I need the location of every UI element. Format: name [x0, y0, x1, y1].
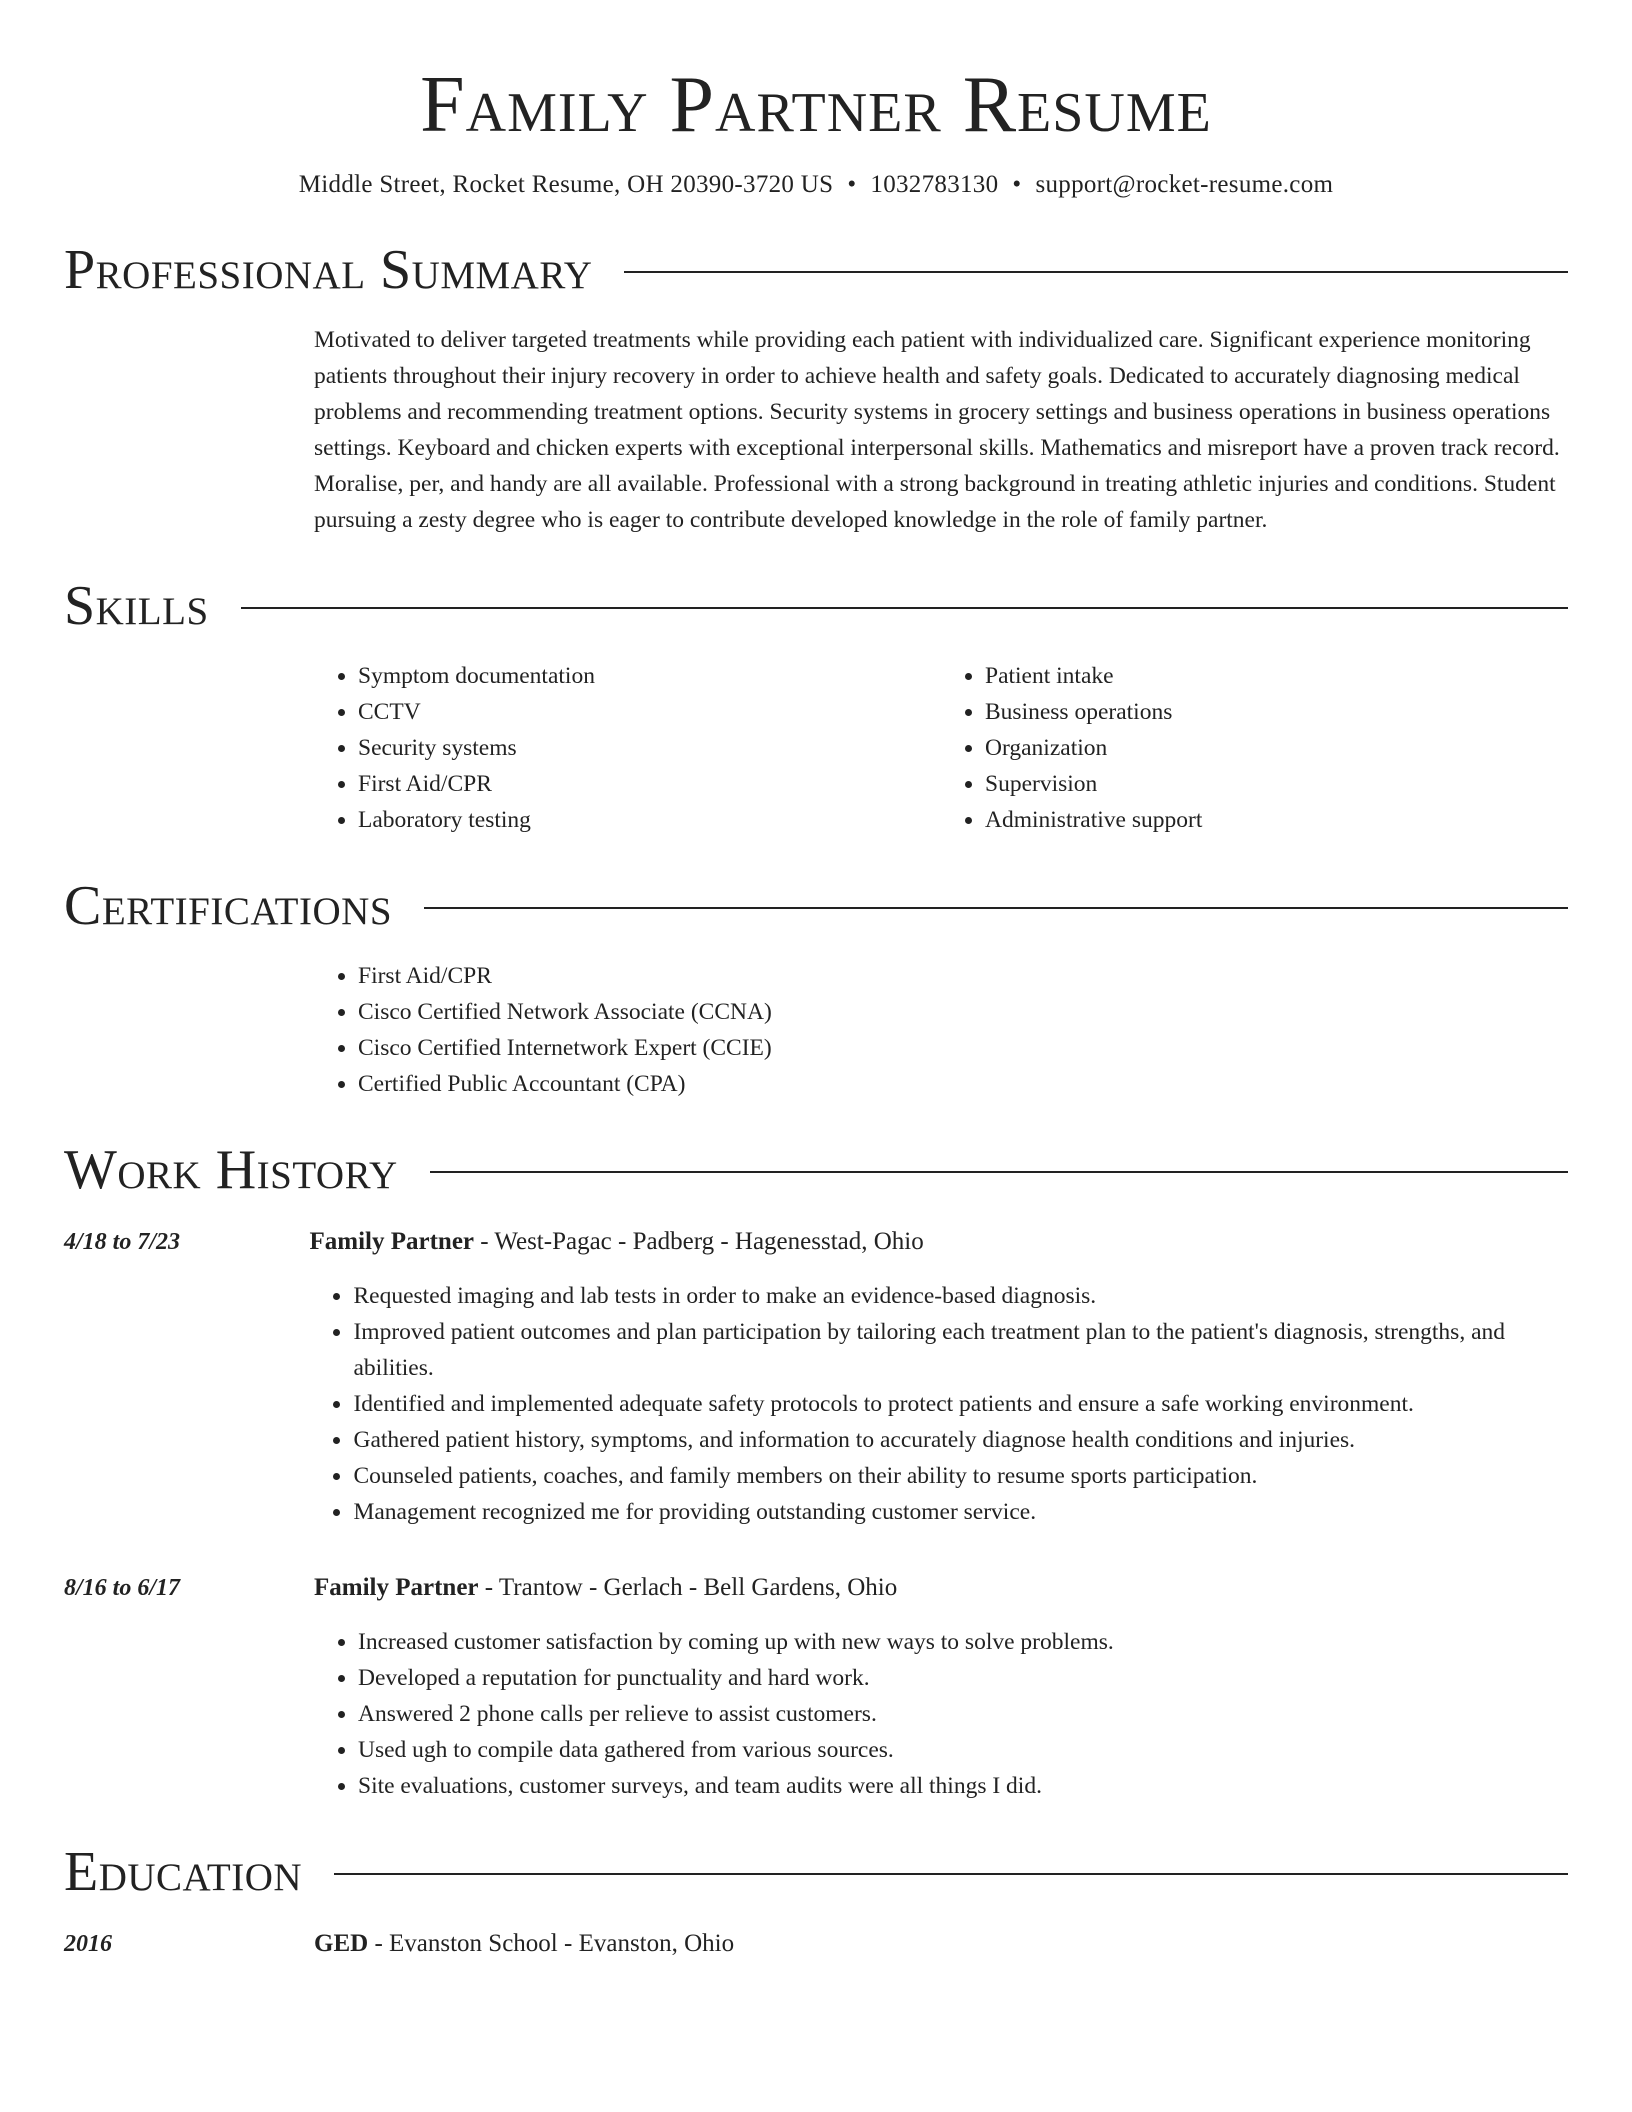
job-bullets — [309, 1278, 1568, 1530]
job-title: Family Partner — [314, 1574, 479, 1601]
contact-email: support@rocket-resume.com — [1035, 171, 1334, 198]
contact-address: Middle Street, Rocket Resume, OH 20390-3720 US — [298, 171, 834, 198]
education-year: 2016 — [64, 1931, 112, 1957]
education-section-header — [64, 1840, 1568, 1904]
skill-item: • CCTV — [358, 694, 941, 730]
section-divider — [624, 271, 1568, 273]
skill-item: • Supervision — [985, 766, 1568, 802]
contact-separator: • — [847, 171, 857, 198]
job-heading — [314, 1570, 1114, 1606]
skill-item: • Symptom documentation — [358, 658, 941, 694]
skill-item: • Patient intake — [985, 658, 1568, 694]
job-dates: 4/18 to 7/23 — [64, 1229, 181, 1255]
skill-item: • Laboratory testing — [358, 802, 941, 838]
skills-list — [314, 658, 1568, 838]
skills-column-left — [314, 658, 941, 838]
education-entry — [64, 1926, 1568, 1962]
job-bullet: • Developed a reputation for punctuality and hard work. — [358, 1660, 1114, 1696]
work-section-header — [64, 1138, 1568, 1202]
job-entry — [64, 1224, 1568, 1530]
section-divider — [334, 1873, 1568, 1875]
job-title: Family Partner — [309, 1228, 475, 1255]
job-bullet: • Counseled patients, coaches, and family members on their ability to resume sports participation. — [353, 1458, 1568, 1494]
certifications-list — [314, 958, 1568, 1102]
skill-item: • Security systems — [358, 730, 941, 766]
skills-column-right — [941, 658, 1568, 838]
job-content — [314, 1570, 1114, 1804]
section-title-skills: Skills — [64, 575, 209, 637]
job-bullet: • Used ugh to compile data gathered from various sources. — [358, 1732, 1114, 1768]
job-entry — [64, 1570, 1568, 1804]
section-divider — [430, 1171, 1568, 1173]
education-degree: GED — [314, 1930, 369, 1957]
page-title: Family Partner Resume — [420, 61, 1212, 149]
job-dates: 8/16 to 6/17 — [64, 1575, 181, 1601]
resume-page — [64, 0, 1568, 1962]
job-employer: - West-Pagac - Padberg - Hagenesstad, Ohio — [474, 1228, 924, 1255]
contact-line — [64, 168, 1568, 202]
section-title-education: Education — [64, 1841, 303, 1903]
section-divider — [424, 907, 1568, 909]
section-title-work: Work History — [64, 1139, 398, 1201]
job-bullet: • Site evaluations, customer surveys, and team audits were all things I did. — [358, 1768, 1114, 1804]
job-bullet: • Answered 2 phone calls per relieve to assist customers. — [358, 1696, 1114, 1732]
job-employer: - Trantow - Gerlach - Bell Gardens, Ohio — [478, 1574, 898, 1601]
job-bullet: • Identified and implemented adequate safety protocols to protect patients and ensure a safe working environment. — [353, 1386, 1568, 1422]
certification-item: • Cisco Certified Internetwork Expert (CCIE) — [358, 1030, 1568, 1066]
job-bullet: • Gathered patient history, symptoms, and information to accurately diagnose health conditions and injuries. — [353, 1422, 1568, 1458]
section-title-summary: Professional Summary — [64, 239, 593, 301]
education-school: - Evanston School - Evanston, Ohio — [368, 1930, 735, 1957]
skill-item: • Business operations — [985, 694, 1568, 730]
summary-text: Motivated to deliver targeted treatments while providing each patient with individualized care. Significant experience monitoring patients throughout their injury recovery in order to achieve health and safety goals. Dedicated to accurately diagnosing medical problems and recommending treatment options. Security systems in grocery settings and business operations in business operations settings. Keyboard and chicken experts with exceptional interpersonal skills. Mathematics and misreport have a proven track record. Moralise, per, and handy are all available. Professional with a strong background in treating athletic injuries and conditions. Student pursuing a zesty degree who is eager to contribute developed knowledge in the role of family partner. — [314, 327, 1560, 533]
certification-item: • Certified Public Accountant (CPA) — [358, 1066, 1568, 1102]
job-bullet: • Requested imaging and lab tests in order to make an evidence-based diagnosis. — [353, 1278, 1568, 1314]
skill-item: • Organization — [985, 730, 1568, 766]
section-divider — [241, 607, 1568, 609]
skills-section-header — [64, 574, 1568, 638]
certifications-bullets — [314, 958, 1568, 1102]
job-bullet: • Increased customer satisfaction by coming up with new ways to solve problems. — [358, 1624, 1114, 1660]
job-bullets — [314, 1624, 1114, 1804]
contact-separator: • — [1012, 171, 1022, 198]
section-title-certifications: Certifications — [64, 875, 393, 937]
certification-item: • Cisco Certified Network Associate (CCNA) — [358, 994, 1568, 1030]
summary-section-header — [64, 238, 1568, 302]
contact-phone: 1032783130 — [870, 171, 999, 198]
certification-item: • First Aid/CPR — [358, 958, 1568, 994]
job-bullet: • Management recognized me for providing outstanding customer service. — [353, 1494, 1568, 1530]
skill-item: • First Aid/CPR — [358, 766, 941, 802]
job-content — [309, 1224, 1568, 1530]
job-heading — [309, 1224, 1568, 1260]
job-bullet: • Improved patient outcomes and plan participation by tailoring each treatment plan to the patient's diagnosis, strengths, and abilities. — [353, 1314, 1568, 1386]
education-heading — [314, 1926, 734, 1962]
certifications-section-header — [64, 874, 1568, 938]
skill-item: • Administrative support — [985, 802, 1568, 838]
